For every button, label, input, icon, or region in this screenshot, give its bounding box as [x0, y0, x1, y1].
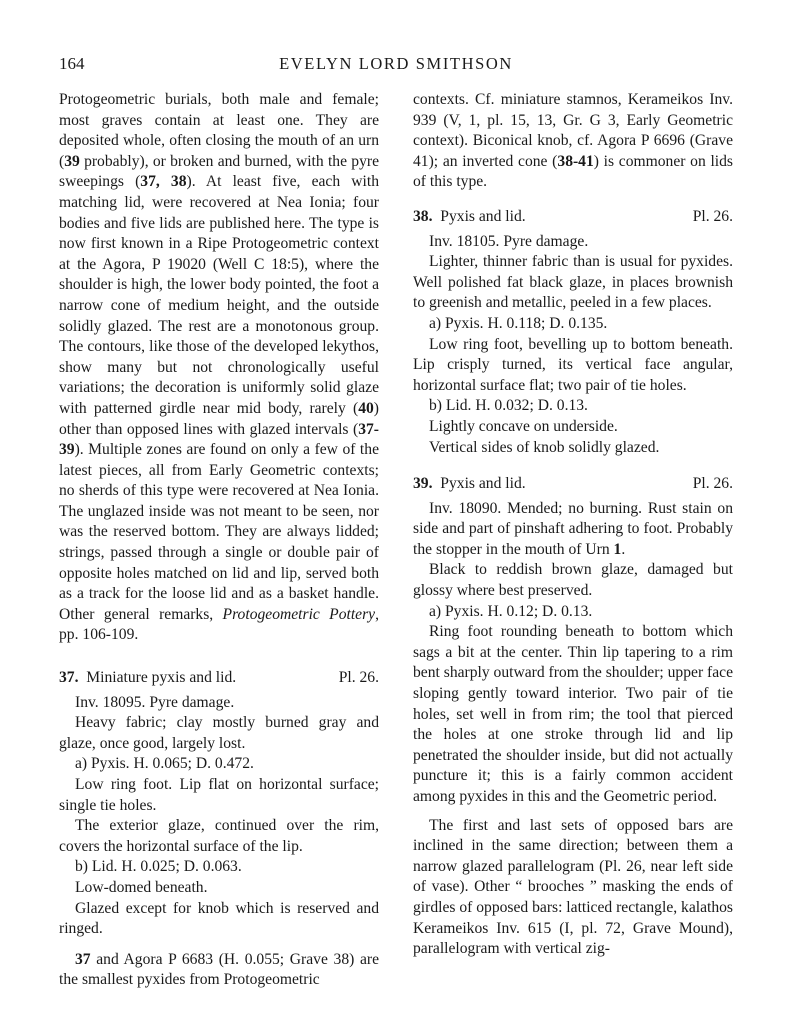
entry-37-plate: Pl. 26.	[338, 669, 379, 687]
intro-paragraph: Protogeometric burials, both male and female; most graves contain at least one. They are deposited whole, often closing the mouth of an urn (39 probably), or broken and burned, with the pyre sweepings (37, 38). At least five, each with matching lid, were recovered at Nea Ionia; four bodies and five lids are published here. The type is now first known in a Ripe Protogeometric context at the Agora, P 19020 (Well C 18:5), where the shoulder is high, the lower body pointed, the foot a narrow cone of medium height, and the outside solidly glazed. The rest are a monotonous group. The contours, like those of the developed lekythos, show many but not chronologically useful variations; the decoration is uniformly solid glaze with patterned girdle near mid body, rarely (40) other than opposed lines with glazed intervals (37-39). Multiple zones are found on only a few of the latest pieces, all from Early Geometric contexts; no sherds of this type were recovered at Nea Ionia. The unglazed inside was not meant to be seen, nor was the reserved bottom. They are always lidded; strings, passed through a single or double pair of opposite holes matched on lid and lip, served both as a track for the loose lid and as a basket handle. Other general remarks, Protogeometric Pottery, pp. 106-109.	[59, 91, 379, 644]
entry-38-lid: b) Lid. H. 0.032; D. 0.13.	[429, 397, 588, 415]
entry-37-inventory: Inv. 18095. Pyre damage.	[75, 693, 235, 711]
entry-39-pyxis: a) Pyxis. H. 0.12; D. 0.13.	[429, 602, 593, 620]
entry-39-pyxis-desc: Ring foot rounding beneath to bottom which sags a bit at the center. Thin lip tapering to a rim bent sharply outward from the shoulder; upper face sloping gently toward interior. Two pair of tie holes, set well in from rim; the tool that pierced the holes at one stroke through lid and lip penetrated the shoulder inside, but did not actually puncture it; this is a fairly common accident among pyxides in this and the Geometric period.	[413, 623, 733, 805]
entry-38-pyxis: a) Pyxis. H. 0.118; D. 0.135.	[429, 314, 608, 332]
entry-37-lid: b) Lid. H. 0.025; D. 0.063.	[75, 858, 242, 876]
entry-37-heading: 37. Miniature pyxis and lid. Pl. 26.	[59, 668, 379, 689]
continued-paragraph: contexts. Cf. miniature stamnos, Kerameikos Inv. 939 (V, 1, pl. 15, 13, Gr. G 3, Early Geometric context). Biconical knob, cf. Agora P 6696 (Grave 41); an inverted cone (38-41) is commoner on lids of this type.	[413, 91, 734, 191]
entry-37-lid-glaze: Glazed except for knob which is reserved and ringed.	[59, 899, 379, 938]
entry-38-plate: Pl. 26.	[692, 207, 733, 225]
entry-37-note: 37 and Agora P 6683 (H. 0.055; Grave 38) are the smallest pyxides from Protogeometric	[59, 950, 379, 989]
entry-38-heading: 38. Pyxis and lid. Pl. 26.	[413, 207, 733, 228]
page-number: 164	[59, 54, 85, 73]
entry-37-fabric: Heavy fabric; clay mostly burned gray and glaze, once good, largely lost.	[59, 714, 379, 752]
entry-39-decoration: The first and last sets of opposed bars are inclined in the same direction; between them a narrow glazed parallelogram (Pl. 26, near left side of vase). Other “ brooches ” masking the ends of girdles of opposed bars: latticed rectangle, kalathos Kerameikos Inv. 615 (I, pl. 72, Grave Mound), parallelogram with vertical zig-	[413, 816, 733, 958]
entry-38-fabric: Lighter, thinner fabric than is usual for pyxides. Well polished fat black glaze, in places brownish to greenish and metallic, peeled in a few places.	[413, 253, 733, 312]
entry-37-pyxis: a) Pyxis. H. 0.065; D. 0.472.	[75, 755, 254, 773]
running-head: EVELYN LORD SMITHSON	[279, 54, 513, 73]
right-column	[413, 90, 733, 960]
entry-38-inventory: Inv. 18105. Pyre damage.	[429, 232, 589, 250]
entry-39-plate: Pl. 26.	[692, 475, 733, 493]
entry-37-pyxis-desc: Low ring foot. Lip flat on horizontal surface; single tie holes.	[59, 776, 379, 814]
entry-39-fabric: Black to reddish brown glaze, damaged but glossy where best preserved.	[413, 561, 733, 600]
entry-38-lid-desc: Lightly concave on underside.	[429, 417, 618, 435]
entry-37-pyxis-glaze: The exterior glaze, continued over the rim, covers the horizontal surface of the lip.	[59, 817, 379, 855]
entry-38-pyxis-desc: Low ring foot, bevelling up to bottom beneath. Lip crisply turned, its vertical face angular, horizontal surface flat; two pair of tie holes.	[413, 335, 733, 394]
entry-39-heading: 39. Pyxis and lid. Pl. 26.	[413, 474, 733, 495]
entry-37-lid-desc: Low-domed beneath.	[75, 878, 208, 896]
entry-39-inventory: Inv. 18090. Mended; no burning. Rust stain on side and part of pinshaft adhering to foot. Probably the stopper in the mouth of Urn 1.	[413, 499, 733, 558]
left-column	[59, 90, 379, 991]
entry-38-knob: Vertical sides of knob solidly glazed.	[429, 438, 660, 456]
